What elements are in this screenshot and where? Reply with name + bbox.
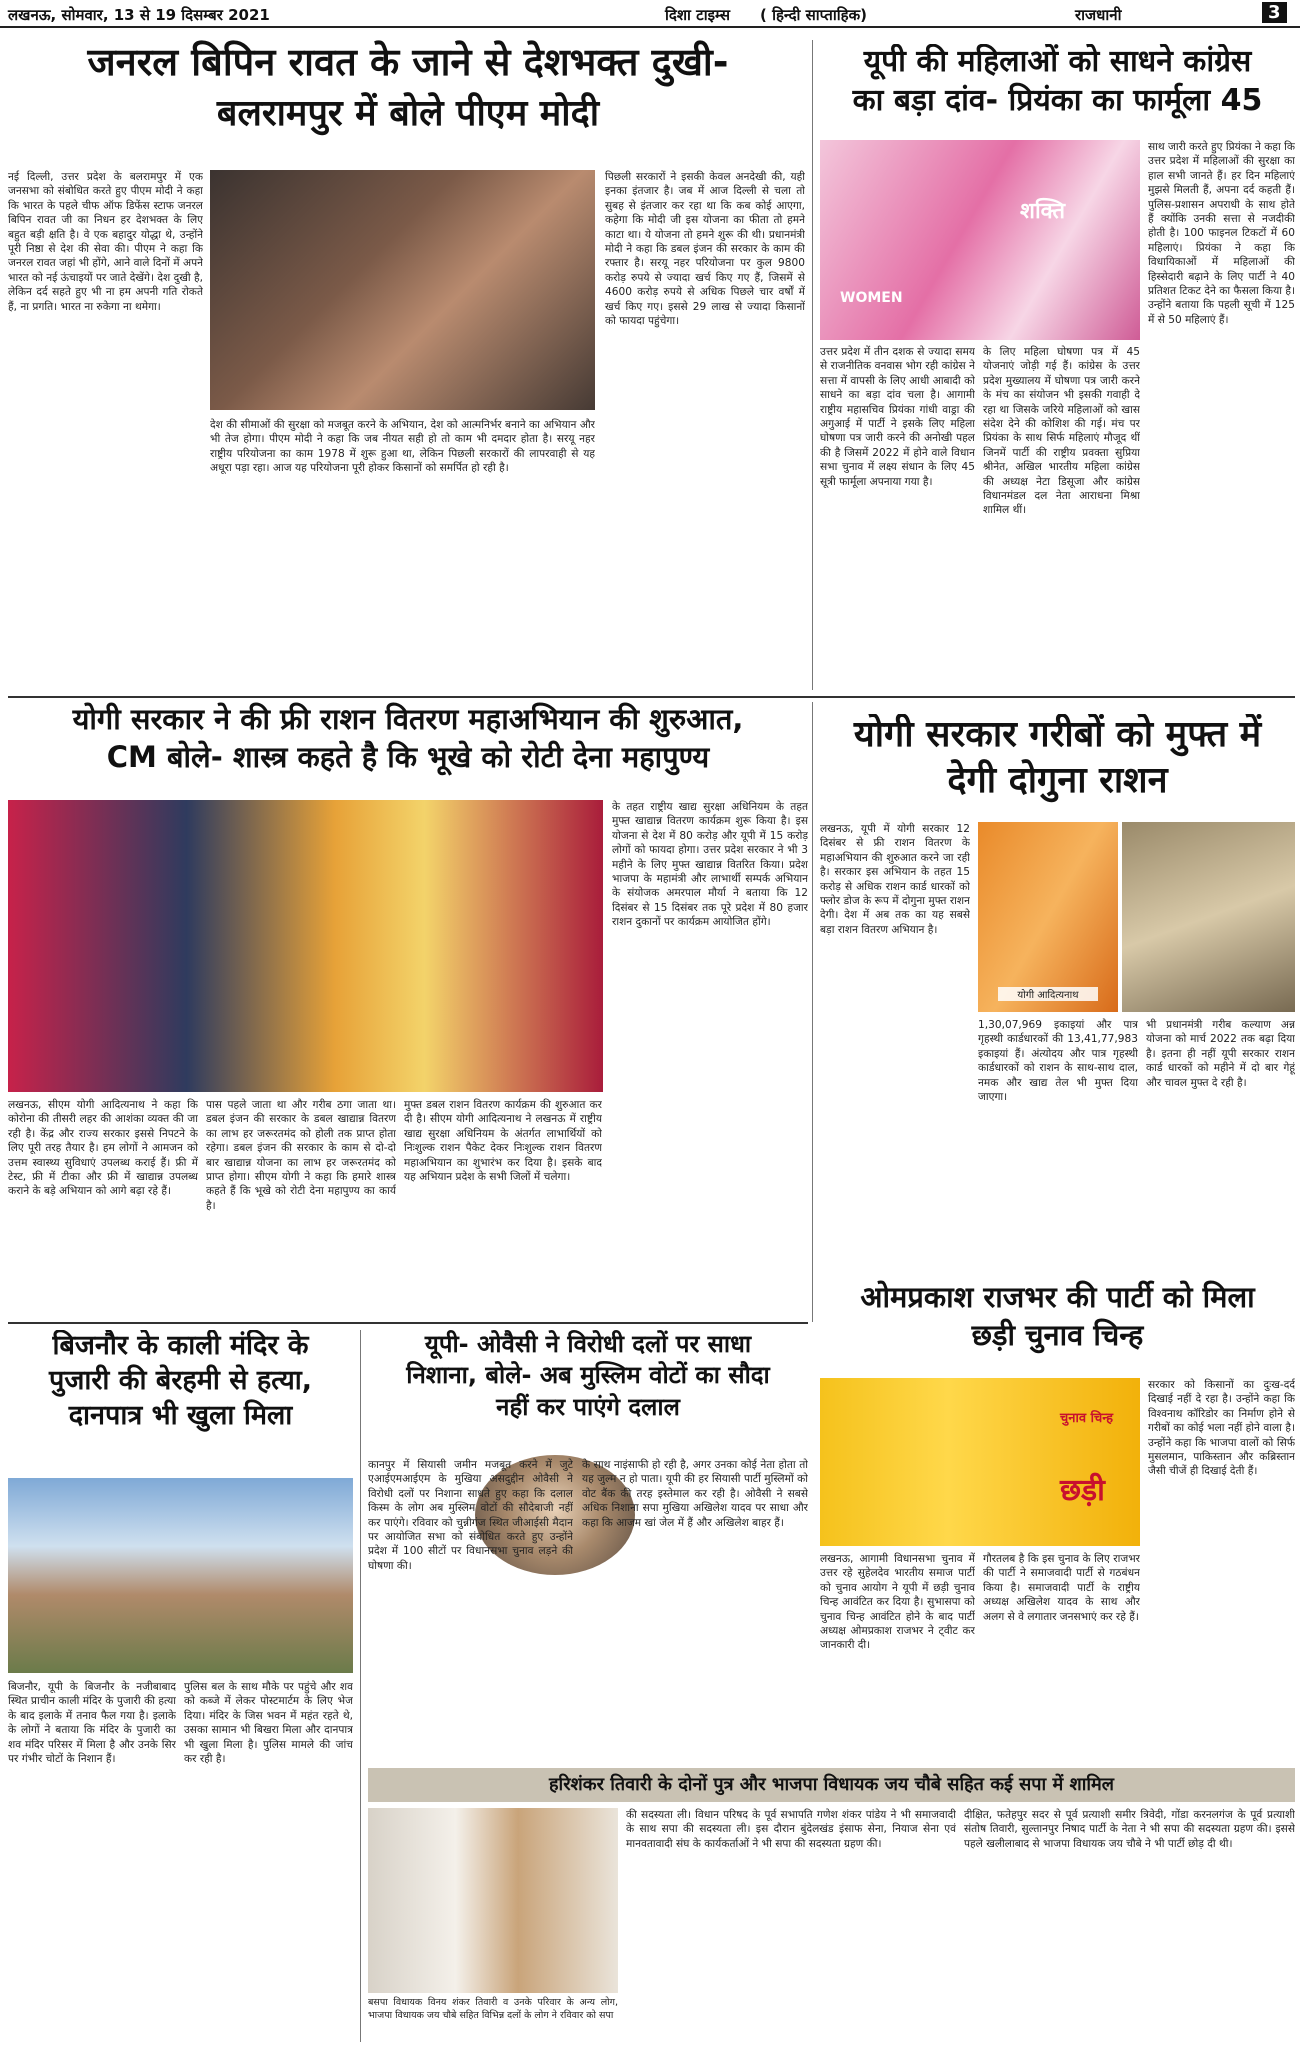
story1-headline <box>8 40 808 165</box>
rajbhar-symbol-photo <box>820 1378 1140 1546</box>
story5-headline <box>820 1280 1295 1370</box>
sp-joining-caption: बसपा विधायक विनय शंकर तिवारी व उनके परिवार के अन्य लोग, भाजपा विधायक जय चौबे सहित विभिन्न दलों के लोग ने रविवार को सपा <box>368 1995 618 2042</box>
section-rule <box>8 696 1295 698</box>
paper-name: दिशा टाइम्स <box>665 6 730 24</box>
story3-col3: मुफ्त डबल राशन वितरण कार्यक्रम की शुरुआत कर दी है। सीएम योगी आदित्यनाथ ने लखनऊ में राष्ट्रीय खाद्य सुरक्षा अधिनियम के अंतर्गत लाभार्थियों को निःशुल्क राशन पैकेट देकर निःशुल्क राशन वितरण महाअभियान का शुभारंभ कर दिया है। इसके बाद यह अभियान प्रदेश के सभी जिलों में चलेगा। <box>404 1099 602 1184</box>
ration-distribution-photo <box>1122 822 1295 1012</box>
women-manifesto-text: WOMEN <box>840 290 903 306</box>
story2-col3: साथ जारी करते हुए प्रियंका ने कहा कि उत्तर प्रदेश में महिलाओं की सुरक्षा का हाल सभी जानते हैं। हर दिन महिलाएं मुझसे मिलती हैं, अपना दर्द कहती हैं। पुलिस-प्रशासन अपराधी के साथ होते हैं क्योंकि उनकी सत्ता से नजदीकी होती है। 100 फाइनल टिकटों में 60 महिलाएं। प्रियंका ने कहा कि विधायिकाओं में महिलाओं की हिस्सेदारी बढ़ाने के लिए पार्टी ने 40 प्रतिशत टिकट देने का फैसला किया है। उन्होंने बताया कि पहली सूची में 125 में से 50 महिलाएं हैं। <box>1148 141 1295 326</box>
yogi-photo-caption: योगी आदित्यनाथ <box>998 987 1098 1001</box>
yogi-photo <box>978 822 1118 1012</box>
story3-headline-line1: योगी सरकार ने की फ्री राशन वितरण महाअभियान की शुरुआत, <box>72 702 744 736</box>
temple-photo <box>8 1478 353 1673</box>
chhadi-symbol-text: छड़ी <box>1060 1473 1105 1508</box>
story3-headline-line2: CM बोले- शास्त्र कहते है कि भूखे को रोटी देना महापुण्य <box>106 740 710 775</box>
story7-headline-line2: निशाना, बोले- अब मुस्लिम वोटों का सौदा <box>406 1361 770 1390</box>
story8-col1: की सदस्यता ली। विधान परिषद के पूर्व सभापति गणेश शंकर पांडेय ने भी समाजवादी के साथ सपा की सदस्यता ली। इस दौरान बुंदेलखंड इंसाफ सेना, नियाज सेना एवं मानवतावादी संघ के कार्यकर्ताओं ने भी सपा की सदस्यता ग्रहण की। <box>626 1809 956 1850</box>
story2-col1: उत्तर प्रदेश में तीन दशक से ज्यादा समय से राजनीतिक वनवास भोग रही कांग्रेस ने सत्ता में वापसी के लिए आधी आबादी को साधने का बड़ा दांव चला है। आगामी राष्ट्रीय महासचिव प्रियंका गांधी वाड्रा की अगुआई में पार्टी ने इसके लिए महिला घोषणा पत्र जारी करने की अनोखी पहल की है जिसमें 2022 में होने वाले विधान सभा चुनाव में लक्ष्य संधान के लिए 45 सूत्री फार्मूला अपनाया गया है। <box>820 346 975 488</box>
column-rule <box>812 40 813 690</box>
story3-col4: के तहत राष्ट्रीय खाद्य सुरक्षा अधिनियम के तहत मुफ्त खाद्यान्न वितरण कार्यक्रम शुरू किया है। इस योजना से देश में 80 करोड़ और यूपी में 15 करोड़ लोगों को फायदा होगा। उत्तर प्रदेश सरकार ने भी 3 महीने के लिए मुफ्त खाद्यान्न वितरित किया। प्रदेश भाजपा के महामंत्री और लाभार्थी सम्पर्क अभियान के संयोजक अमरपाल मौर्या ने बताया कि 12 दिसंबर से 15 दिसंबर तक पूरे प्रदेश में 80 हजार राशन दुकानों पर कार्यक्रम आयोजित होंगे। <box>612 801 808 929</box>
section-name: राजधानी <box>1075 6 1122 24</box>
story7-col2: के साथ नाइंसाफी हो रही है, अगर उनका कोई नेता होता तो यह जुल्म न हो पाता। यूपी की हर सियासी पार्टी मुस्लिमों को वोट बैंक की तरह इस्तेमाल कर रही है। ओवैसी ने सबसे अधिक निशाना सपा मुखिया अखिलेश यादव पर साधा और कहा कि आजम खां जेल में हैं और अखिलेश बाहर हैं। <box>582 1459 808 1529</box>
story4-headline <box>820 714 1295 814</box>
story1-col1: नई दिल्ली, उत्तर प्रदेश के बलरामपुर में एक जनसभा को संबोधित करते हुए पीएम मोदी ने कहा कि भारत के पहले चीफ ऑफ डिफेंस स्टाफ जनरल बिपिन रावत जी का निधन हर देशभक्त के लिए बहुत बड़ी क्षति है। वे एक बहादुर योद्धा थे, उन्होंने पूरी निष्ठा से देश की सेवा की। पीएम ने कहा कि जनरल रावत जहां भी होंगे, आने वाले दिनों में अपने भारत को नई ऊंचाइयों पर जाते देखेंगे। देश दुखी है, लेकिन दर्द सहते हुए भी ना हम अपनी गति रोकते हैं, ना प्रगति। भारत ना रुकेगा ना थमेगा। <box>8 171 203 313</box>
story7-headline-line3: नहीं कर पाएंगे दलाल <box>496 1392 680 1421</box>
story3-headline <box>8 702 808 792</box>
story1-col3: पिछली सरकारों ने इसकी केवल अनदेखी की, यही इनका इंतजार है। जब में आज दिल्ली से चला तो सुबह से इंतजार कर रहा था कि कब कोई आएगा, कहेगा कि मोदी जी इस योजना का फीता तो हमने काटा था। ये योजना तो हमने शुरू की थी। प्रधानमंत्री मोदी ने कहा कि डबल इंजन की सरकार के काम की रफ्तार है। सरयू नहर परियोजना पर कुल 9800 करोड़ रुपये से ज्यादा खर्च किए गए हैं, जिसमें से 4600 करोड़ रुपये से अधिक पिछले चार वर्षों में खर्च किए गए। इससे 29 लाख से ज्यादा किसानों को फायदा पहुंचेगा। <box>605 171 805 328</box>
story7-headline-line1: यूपी- ओवैसी ने विरोधी दलों पर साधा <box>424 1330 752 1358</box>
story5-col1: लखनऊ, आगामी विधानसभा चुनाव में उत्तर रहे सुहेलदेव भारतीय समाज पार्टी को चुनाव आयोग ने यूपी में छड़ी चुनाव चिन्ह आवंटित कर दिया है। सुभासपा को चुनाव चिन्ह आवंटित होने के बाद पार्टी अध्यक्ष ओमप्रकाश राजभर ने ट्वीट कर जानकारी दी। <box>820 1553 975 1652</box>
story7-headline <box>368 1330 808 1450</box>
paper-edition: ( हिन्दी साप्ताहिक) <box>760 6 867 24</box>
sp-joining-photo <box>368 1808 618 1993</box>
shakti-banner-text: शक्ति <box>1020 199 1065 224</box>
story5-col2: गौरतलब है कि इस चुनाव के लिए राजभर की पार्टी ने समाजवादी पार्टी से गठबंधन किया है। समाजवादी पार्टी के राष्ट्रीय अध्यक्ष अखिलेश यादव के साथ और अलग से वे लगातार जनसभाएं कर रहे हैं। <box>983 1553 1140 1623</box>
column-rule <box>812 702 813 1322</box>
story4-col1: लखनऊ, यूपी में योगी सरकार 12 दिसंबर से फ्री राशन वितरण के महाअभियान की शुरुआत करने जा रही है। सरकार इस अभियान के तहत 15 करोड़ से अधिक राशन कार्ड धारकों को फ्लोर डोज के रूप में दोगुना मुफ्त राशन देगी। देश में अब तक का यह सबसे बड़ा राशन वितरण अभियान है। <box>820 823 970 936</box>
story6-col1: बिजनौर, यूपी के बिजनौर के नजीबाबाद स्थित प्राचीन काली मंदिर के पुजारी की हत्या के बाद इलाके में तनाव फैल गया है। इलाके के लोगों ने बताया कि मंदिर के पुजारी का शव मंदिर परिसर में मिला है और उनके सिर पर गंभीर चोटों के निशान हैं। <box>8 1681 176 1766</box>
story4-col3: भी प्रधानमंत्री गरीब कल्याण अन्न योजना को मार्च 2022 तक बढ़ा दिया है। इतना ही नहीं यूपी सरकार राशन कार्ड धारकों को महीने में दो बार गेहूं और चावल मुफ्त दे रही है। <box>1146 1019 1295 1089</box>
symbol-label: चुनाव चिन्ह <box>1060 1411 1114 1426</box>
ration-launch-photo <box>8 800 603 1092</box>
story5-headline-line1: ओमप्रकाश राजभर की पार्टी को मिला <box>860 1280 1255 1314</box>
story8-headline: हरिशंकर तिवारी के दोनों पुत्र और भाजपा विधायक जय चौबे सहित कई सपा में शामिल <box>548 1774 1115 1795</box>
story1-col2: देश की सीमाओं की सुरक्षा को मजबूत करने के अभियान, देश को आत्मनिर्भर बनाने का अभियान और भी तेज होगा। पीएम मोदी ने कहा कि जब नीयत सही हो तो काम भी दमदार होता है। सरयू नहर राष्ट्रीय परियोजना का काम 1978 में शुरू हुआ था, लेकिन पिछली सरकारों की लापरवाही से यह अधूरा पड़ा रहा। आज यह परियोजना पूरी होकर किसानों को समर्पित हो रही है। <box>210 419 595 475</box>
story5-headline-line2: छड़ी चुनाव चिन्ह <box>971 1318 1144 1353</box>
story6-headline-line1: बिजनौर के काली मंदिर के <box>52 1330 309 1361</box>
story3-col1: लखनऊ, सीएम योगी आदित्यनाथ ने कहा कि कोरोना की तीसरी लहर की आशंका व्यक्त की जा रही है। केंद्र और राज्य सरकार इससे निपटने के लिए पूरी तरह तैयार है। हम लोगों ने आमजन को उत्तम स्वास्थ्य सुविधाएं उपलब्ध कराई हैं। फ्री में टेस्ट, फ्री में टीका और फ्री में खाद्यान्न उपलब्ध कराने के बड़े अभियान को आगे बढ़ा रहे हैं। <box>8 1099 198 1198</box>
story3-col2: पास पहले जाता था और गरीब ठगा जाता था। डबल इंजन की सरकार के डबल खाद्यान्न वितरण का लाभ हर जरूरतमंद को होली तक प्राप्त होता रहेगा। डबल इंजन की सरकार के काम से दो-दो बार खाद्यान्न योजना का लाभ हर जरूरतमंद को प्राप्त होगा। सीएम योगी ने कहा कि हमारे शास्त्र कहते हैं कि भूखे को रोटी देना महापुण्य का कार्य है। <box>206 1099 396 1212</box>
story7-col1: कानपुर में सियासी जमीन मजबूत करने में जुटे एआईएमआईएम के मुखिया असदुद्दीन ओवैसी ने विरोधी दलों पर निशाना साधते हुए कहा कि दलाल किस्म के लोग अब मुस्लिम वोटों की सौदेबाजी नहीं कर पाएंगे। रविवार को चुन्नीगंज स्थित जीआईसी मैदान पर आयोजित सभा को संबोधित करते हुए उन्होंने प्रदेश में 100 सीटों पर विधानसभा चुनाव लड़ने की घोषणा की। <box>368 1459 573 1572</box>
page-number: 3 <box>1262 2 1287 23</box>
story2-headline-line1: यूपी की महिलाओं को साधने कांग्रेस <box>863 44 1252 79</box>
story6-headline-line3: दानपात्र भी खुला मिला <box>68 1399 293 1431</box>
column-rule <box>360 1330 361 2042</box>
story6-col2: पुलिस बल के साथ मौके पर पहुंचे और शव को कब्जे में लेकर पोस्टमार्टम के लिए भेज दिया। मंदिर के जिस भवन में महंत रहते थे, उसका सामान भी बिखरा मिला और दानपात्र भी खुला मिला है। पुलिस मामले की जांच कर रही है। <box>184 1681 353 1766</box>
priyanka-event-photo <box>820 140 1140 340</box>
story1-headline-line2: बलरामपुर में बोले पीएम मोदी <box>216 92 600 134</box>
story8-headline-bar <box>368 1768 1295 1802</box>
story4-headline-line2: देगी दोगुना राशन <box>947 760 1168 802</box>
masthead-bar <box>0 0 1300 28</box>
story6-headline <box>8 1330 353 1470</box>
dateline: लखनऊ, सोमवार, 13 से 19 दिसम्बर 2021 <box>8 6 270 24</box>
story2-col2: के लिए महिला घोषणा पत्र में 45 योजनाएं जोड़ी गई हैं। कांग्रेस के उत्तर प्रदेश मुख्यालय में घोषणा पत्र जारी करने के मंच का संयोजन भी इसकी गवाही दे रहा था जिसके जरिये महिलाओं को खास संदेश देने की कोशिश की गई। मंच पर प्रियंका के साथ सिर्फ महिलाएं मौजूद थीं जिनमें पार्टी की राष्ट्रीय प्रवक्ता सुप्रिया श्रीनेत, अखिल भारतीय महिला कांग्रेस की अध्यक्ष नेटा डिसूजा और कांग्रेस विधानमंडल दल नेता आराधना मिश्रा शामिल थीं। <box>983 346 1140 517</box>
modi-photo <box>210 170 595 410</box>
story2-headline-line2: का बड़ा दांव- प्रियंका का फार्मूला 45 <box>852 83 1263 119</box>
story2-headline <box>820 44 1295 132</box>
story4-col2: 1,30,07,969 इकाइयां और पात्र गृहस्थी कार्डधारकों की 13,41,77,983 इकाइयां हैं। अंत्योदय और पात्र गृहस्थी कार्डधारकों को राशन के साथ-साथ दाल, नमक और खाद्य तेल भी मुफ्त दिया जाएगा। <box>978 1019 1138 1104</box>
story8-col2: दीक्षित, फतेहपुर सदर से पूर्व प्रत्याशी समीर त्रिवेदी, गोंडा करनलगंज के पूर्व प्रत्याशी संतोष तिवारी, सुल्तानपुर निषाद पार्टी के नेता ने भी सपा की सदस्यता ग्रहण की। इससे पहले खलीलाबाद से भाजपा विधायक जय चौबे ने भी पार्टी छोड़ दी थी। <box>964 1809 1295 1850</box>
story4-headline-line1: योगी सरकार गरीबों को मुफ्त में <box>853 714 1262 755</box>
story5-col3: सरकार को किसानों का दुःख-दर्द दिखाई नहीं दे रहा है। उन्होंने कहा कि विश्वनाथ कॉरिडोर का निर्माण होने से गरीबों का कोई भला नहीं होने वाला है। उन्होंने कहा कि भाजपा वालों को सिर्फ मुसलमान, पाकिस्तान और कब्रिस्तान जैसी चीजें ही दिखाई देती हैं। <box>1148 1379 1295 1478</box>
section-rule <box>8 1322 808 1324</box>
story1-headline-line1: जनरल बिपिन रावत के जाने से देशभक्त दुखी- <box>87 40 729 84</box>
story6-headline-line2: पुजारी की बेरहमी से हत्या, <box>49 1364 312 1396</box>
